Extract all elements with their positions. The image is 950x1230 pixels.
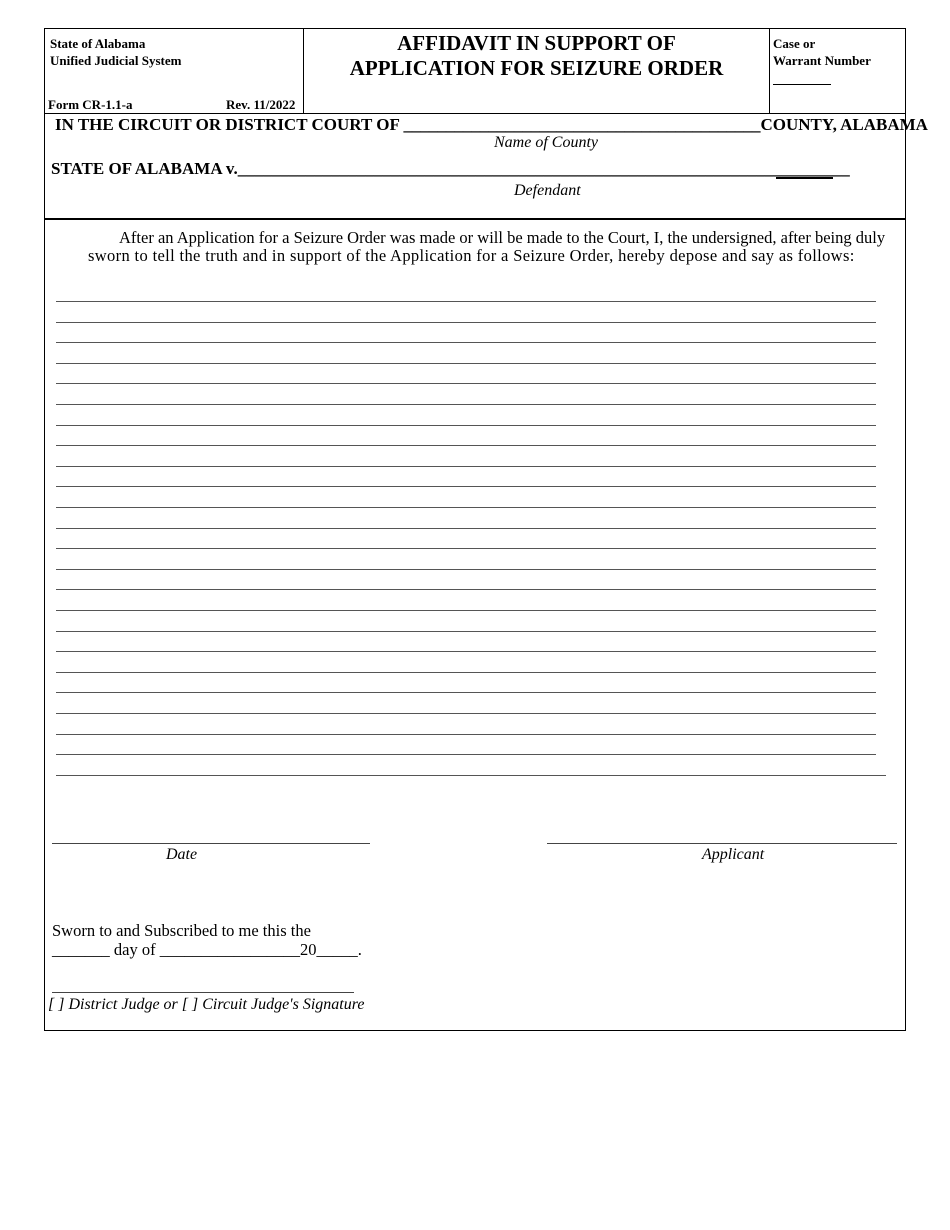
form-revision: Rev. 11/2022: [226, 97, 296, 112]
form-title-line2: APPLICATION FOR SEIZURE ORDER: [349, 56, 724, 80]
date-signature-line[interactable]: [52, 843, 370, 844]
answer-line[interactable]: [56, 301, 876, 302]
applicant-signature-line[interactable]: [547, 843, 897, 844]
form-number: Form CR-1.1-a: [48, 97, 133, 112]
defendant-input[interactable]: [240, 160, 830, 178]
defendant-caption: Defendant: [514, 182, 581, 199]
case-label-line1: Case or: [773, 36, 816, 51]
sworn-line-2: _______ day of _________________20_____.: [52, 940, 362, 959]
answer-line[interactable]: [56, 631, 876, 632]
answer-line[interactable]: [56, 589, 876, 590]
answer-line[interactable]: [56, 651, 876, 652]
state-v-line: STATE OF ALABAMA v.________________________________________________________________________: [51, 159, 850, 178]
judge-caption: [ ] District Judge or [ ] Circuit Judge's Signature: [48, 996, 365, 1013]
case-number-label: [773, 35, 871, 69]
case-number-field[interactable]: [773, 84, 831, 85]
answer-line[interactable]: [56, 507, 876, 508]
answer-line[interactable]: [56, 672, 876, 673]
county-input[interactable]: [395, 116, 728, 134]
state-name: State of Alabama: [50, 36, 146, 51]
case-label-line2: Warrant Number: [773, 53, 871, 68]
answer-line[interactable]: [56, 692, 876, 693]
answer-line[interactable]: [56, 342, 876, 343]
answer-line[interactable]: [56, 754, 876, 755]
answer-line[interactable]: [56, 734, 876, 735]
answer-line[interactable]: [56, 610, 876, 611]
answer-line[interactable]: [56, 404, 876, 405]
answer-line[interactable]: [56, 548, 876, 549]
judicial-system: Unified Judicial System: [50, 53, 182, 68]
answer-line[interactable]: [56, 363, 876, 364]
date-caption: Date: [166, 846, 198, 863]
answer-line[interactable]: [56, 528, 876, 529]
answer-line[interactable]: [56, 466, 876, 467]
answer-line[interactable]: [56, 425, 876, 426]
intro-line-1: After an Application for a Seizure Order was made or will be made to the Court, I, the undersigned, after being duly: [119, 228, 886, 247]
answer-line[interactable]: [56, 775, 886, 776]
header-divider-right: [769, 28, 770, 113]
form-title: [304, 31, 769, 81]
header-bottom-rule: [44, 113, 906, 114]
answer-line[interactable]: [56, 445, 876, 446]
answer-line[interactable]: [56, 569, 876, 570]
applicant-caption: Applicant: [702, 846, 765, 863]
form-title-line1: AFFIDAVIT IN SUPPORT OF: [397, 31, 676, 55]
sworn-line-1: Sworn to and Subscribed to me this the: [52, 921, 311, 940]
answer-line[interactable]: [56, 713, 876, 714]
intro-line-2: sworn to tell the truth and in support of the Application for a Seizure Order, hereby depose and say as follows:: [88, 246, 855, 265]
answer-line[interactable]: [56, 486, 876, 487]
judge-signature-line[interactable]: [52, 992, 354, 993]
answer-line[interactable]: [56, 383, 876, 384]
county-caption: Name of County: [494, 134, 598, 151]
court-line: IN THE CIRCUIT OR DISTRICT COURT OF __________________________________________COUNTY, ALABAMA: [55, 115, 928, 134]
answer-line[interactable]: [56, 322, 876, 323]
court-section-rule: [44, 218, 906, 220]
